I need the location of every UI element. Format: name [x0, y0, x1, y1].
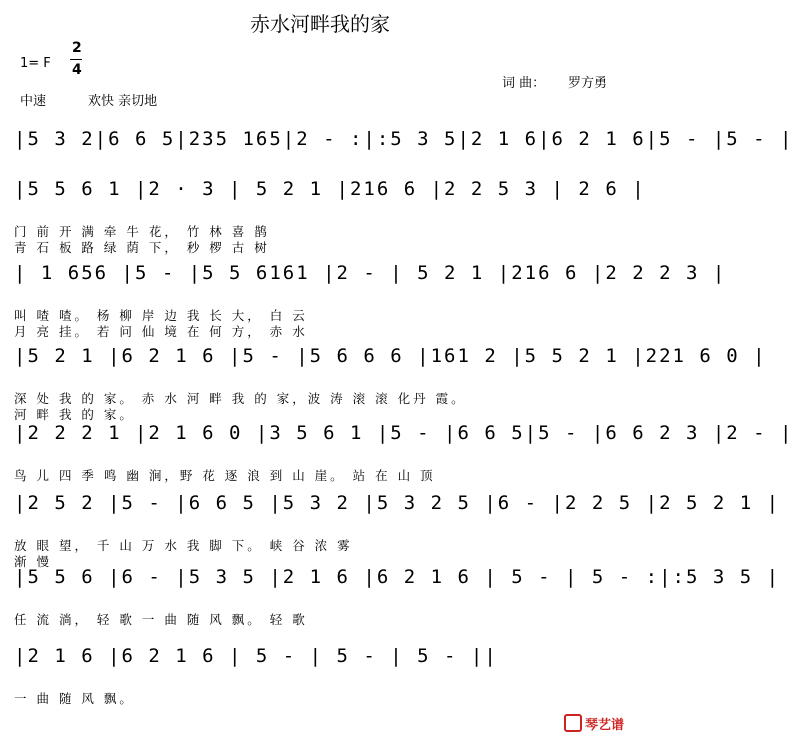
- meter-divider: [70, 59, 82, 60]
- notation-line: |5 3 2|6 6 5|235 165|2 - :|:5 3 5|2 1 6|6 2 1 6|5 - |5 - |: [14, 128, 793, 150]
- meter-denominator: 4: [72, 62, 82, 78]
- song-title: 赤水河畔我的家: [250, 12, 390, 36]
- lyric-line-2: 河 畔 我 的 家。: [14, 407, 135, 422]
- score-row: [14, 566, 781, 646]
- music-logo-icon: [564, 714, 582, 732]
- lyric-line-1: 鸟 儿 四 季 鸣 幽 涧，野 花 逐 浪 到 山 崖。 站 在 山 顶: [14, 468, 436, 483]
- score-row: [14, 178, 646, 258]
- lyric-line-1: 门 前 开 满 牵 牛 花， 竹 林 喜 鹊: [14, 224, 270, 239]
- credit-name: 罗方勇: [568, 76, 608, 91]
- watermark-logo: [564, 714, 624, 733]
- score-row: [14, 492, 781, 572]
- lyric-line-1: 深 处 我 的 家。 赤 水 河 畔 我 的 家，波 涛 滚 滚 化丹 霞。: [14, 391, 467, 406]
- lyric-line-2: 青 石 板 路 绿 荫 下， 秒 椤 古 树: [14, 240, 270, 255]
- lyric-line-1: 叫 喳 喳。 杨 柳 岸 边 我 长 大， 白 云: [14, 308, 308, 323]
- notation-line: |5 5 6 1 |2 · 3 | 5 2 1 |216 6 |2 2 5 3 | 2 6 |: [14, 178, 646, 200]
- notation-line: |2 1 6 |6 2 1 6 | 5 - | 5 - | 5 - ||: [14, 645, 498, 667]
- notation-line: |5 2 1 |6 2 1 6 |5 - |5 6 6 6 |161 2 |5 5 2 1 |221 6 0 |: [14, 345, 767, 367]
- credit-label: 词 曲：: [502, 76, 546, 91]
- score-row: [14, 345, 767, 425]
- lyric-line-1: 任 流 淌， 轻 歌 一 曲 随 风 飘。 轻 歌: [14, 612, 308, 627]
- score-row: [14, 422, 793, 502]
- score-row: [14, 645, 630, 725]
- notation-line: | 1 656 |5 - |5 5 6161 |2 - | 5 2 1 |216 6 |2 2 2 3 |: [14, 262, 727, 284]
- expression-marking: 欢快 亲切地: [88, 94, 158, 109]
- lyric-line-1: 放 眼 望， 千 山 万 水 我 脚 下。 峡 谷 浓 雾: [14, 538, 353, 553]
- notation-line: |2 5 2 |5 - |6 6 5 |5 3 2 |5 3 2 5 |6 - |2 2 5 |2 5 2 1 |: [14, 492, 781, 514]
- watermark-text: 琴艺谱: [584, 718, 624, 733]
- lyric-line-1: 一 曲 随 风 飘。: [14, 691, 135, 706]
- lyric-line-2: 月 亮 挂。 若 问 仙 境 在 何 方， 赤 水: [14, 324, 308, 339]
- notation-line: |5 5 6 |6 - |5 3 5 |2 1 6 |6 2 1 6 | 5 - | 5 - :|:5 3 5 |: [14, 566, 781, 588]
- score-row: [14, 262, 727, 342]
- tempo-marking: 中速: [20, 94, 47, 109]
- key-signature: 1= F: [20, 56, 51, 71]
- meter-numerator: 2: [72, 40, 82, 56]
- notation-line: |2 2 2 1 |2 1 6 0 |3 5 6 1 |5 - |6 6 5|5 - |6 6 2 3 |2 - |: [14, 422, 793, 444]
- lyric-line-2: 渐 慢: [14, 554, 52, 569]
